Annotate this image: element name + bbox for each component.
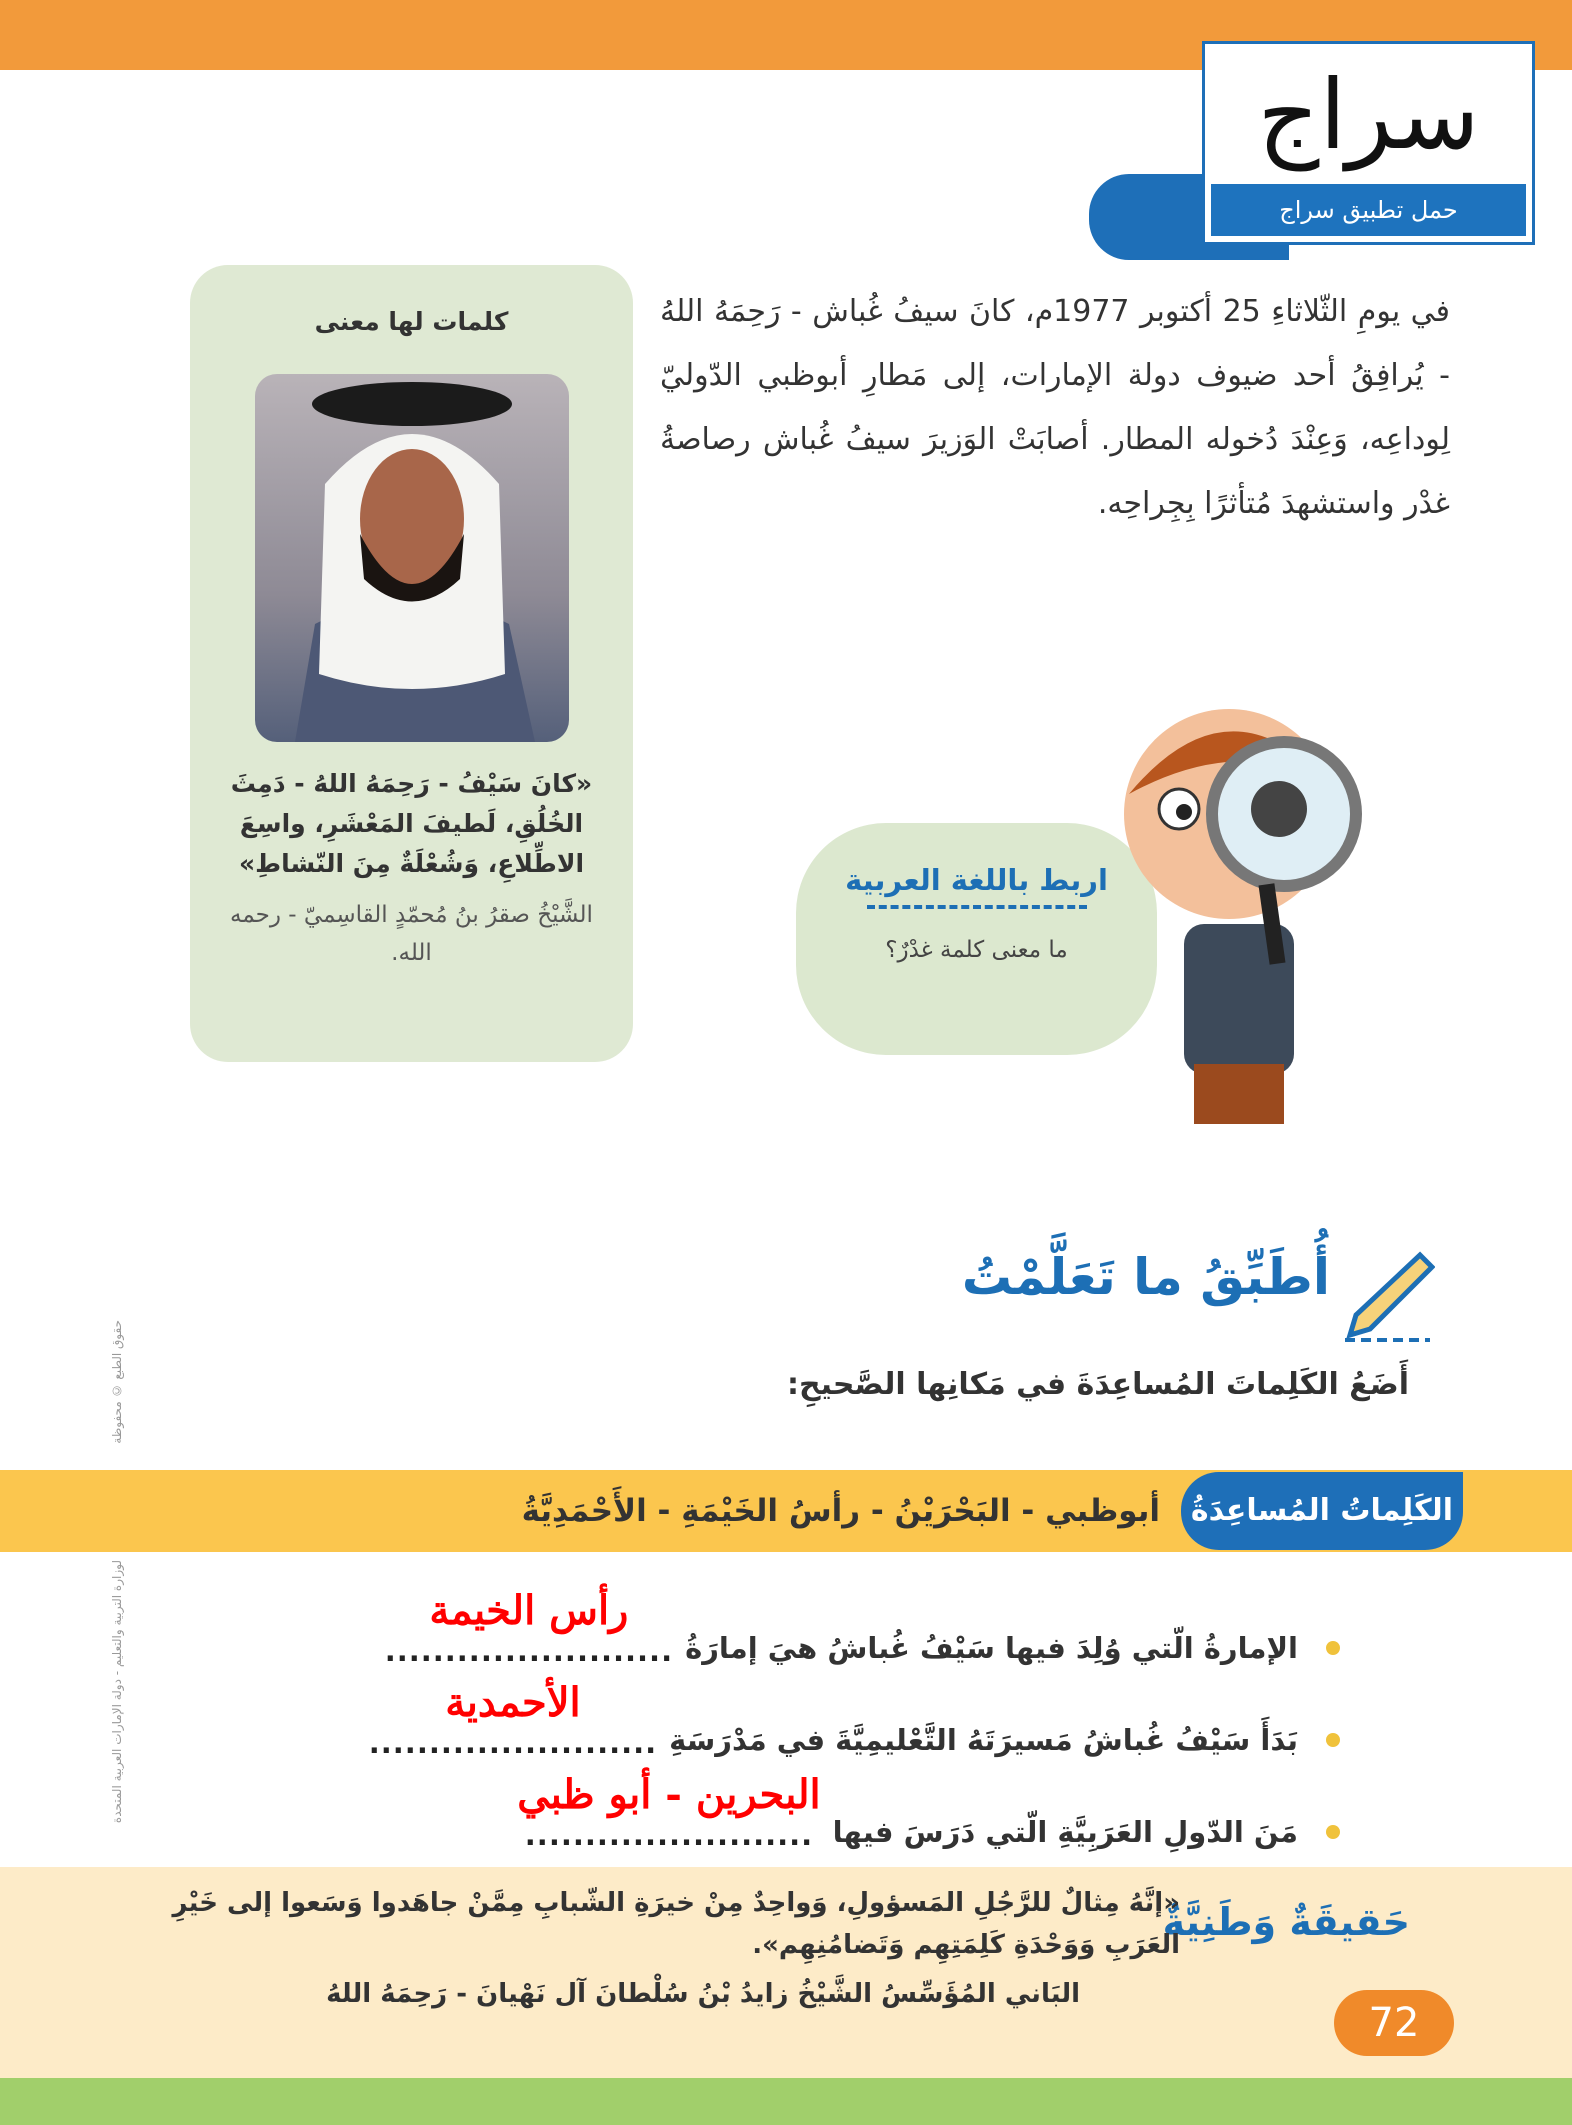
helper-words: أبوظبي - البَحْرَيْنُ - رأسُ الخَيْمَةِ - الأَحْمَدِيَّةُ — [521, 1493, 1160, 1529]
answer-slot[interactable] — [385, 1588, 673, 1668]
portrait-photo — [255, 374, 569, 742]
exercise-heading: أُطَبِّقُ ما تَعَلَّمْتُ — [961, 1248, 1330, 1306]
answer-slot[interactable] — [369, 1680, 657, 1760]
fact-author: البَاني المُؤَسِّسُ الشَّيْخُ زايدُ بْنُ سُلْطانَ آل نَهْيانَ - رَحِمَهُ اللهُ — [326, 1979, 1080, 2009]
siraj-app-logo[interactable] — [1202, 41, 1535, 245]
exercise-item — [200, 1578, 1340, 1668]
answer-slot[interactable] — [517, 1772, 820, 1852]
helper-words-label: الكَلِماتُ المُساعِدَةُ — [1181, 1472, 1463, 1550]
bubble-question: ما معنى كلمة غدْرٌ؟ — [885, 937, 1068, 963]
bubble-title: اربط باللغة العربية — [845, 863, 1108, 897]
exercise-item — [200, 1670, 1340, 1760]
bullet-icon — [1326, 1825, 1340, 1839]
card-author: الشَّيْخُ صقرُ بنُ مُحمّدٍ القاسِميّ - رحمه الله. — [230, 902, 593, 966]
fact-body — [160, 1882, 1180, 2014]
page-number: 72 — [1334, 1990, 1454, 2056]
answer-blank[interactable]: ........................ — [524, 1818, 814, 1852]
logo-word: سراج — [1257, 59, 1480, 171]
pencil-icon — [1340, 1250, 1435, 1345]
item-text: الإمارةُ الّتي وُلِدَ فيها سَيْفُ غُباشُ هيَ إمارَةُ — [685, 1631, 1298, 1665]
answer-blank[interactable]: ........................ — [384, 1634, 674, 1668]
exercise-item — [200, 1762, 1340, 1852]
answer-text: رأس الخيمة — [429, 1587, 629, 1634]
answer-text: البحرين - أبو ظبي — [517, 1771, 821, 1818]
card-quote: «كانَ سَيْفُ - رَحِمَهُ اللهُ - دَمِثَ الخُلُقِ، لَطيفَ المَعْشَرِ، واسِعَ الاطِّلاعِ، وَشُعْلَةٌ مِنَ النّشاطِ» — [230, 769, 593, 878]
item-text: مَنَ الدّولِ العَرَبِيَّةِ الّتي دَرَسَ فيها — [832, 1815, 1298, 1849]
fact-quote: «إنَّهُ مِثالٌ للرَّجُلِ المَسؤولِ، وَواحِدٌ مِنْ خيرَةِ الشّبابِ مِمَّنْ جاهَدوا وَسَعوا إلى خَيْرِ العَرَبِ وَوَحْدَةِ كَلِمَتِهِم وَتَضامُنِهِم». — [172, 1888, 1180, 1960]
answer-blank[interactable]: ........................ — [368, 1726, 658, 1760]
card-title: كلمات لها معنى — [314, 307, 509, 336]
bullet-icon — [1326, 1641, 1340, 1655]
answer-text: الأحمدية — [445, 1679, 581, 1726]
boy-with-magnifier-illustration — [1089, 694, 1379, 1154]
fact-title: حَقيقَةٌ وَطَنِيَّةٌ — [1162, 1900, 1410, 1944]
exercise-instruction: أَضَعُ الكَلِماتَ المُساعِدَةَ في مَكانِها الصَّحيحِ: — [787, 1367, 1409, 1402]
logo-subtitle: حمل تطبيق سراج — [1211, 184, 1526, 236]
ministry-text: لوزارة التربية والتعليم - دولة الإمارات العربية المتحدة — [110, 1560, 124, 1824]
meaningful-words-card — [190, 265, 633, 1062]
story-paragraph: في يومِ الثّلاثاءِ 25 أكتوبر 1977م، كانَ سيفُ غُباش - رَحِمَهُ اللهُ - يُرافِقُ أحد ضيوف دولة الإمارات، إلى مَطارِ أبوظبي الدّوليّ لِوداعِه، وَعِنْدَ دُخوله المطار. أصابَتْ الوَزيرَ سيفُ غُباش رصاصةُ غدْر واستشهدَ مُتأثرًا بِجِراحِه. — [660, 294, 1450, 521]
bottom-color-bar — [0, 2078, 1572, 2125]
copyright-text: حقوق الطبع © محفوظة — [110, 1320, 124, 1444]
bubble-divider — [867, 905, 1087, 909]
item-text: بَدَأَ سَيْفُ غُباشُ مَسيرَتَهُ التَّعْليمِيَّةَ في مَدْرَسَةِ — [669, 1723, 1298, 1757]
bullet-icon — [1326, 1733, 1340, 1747]
